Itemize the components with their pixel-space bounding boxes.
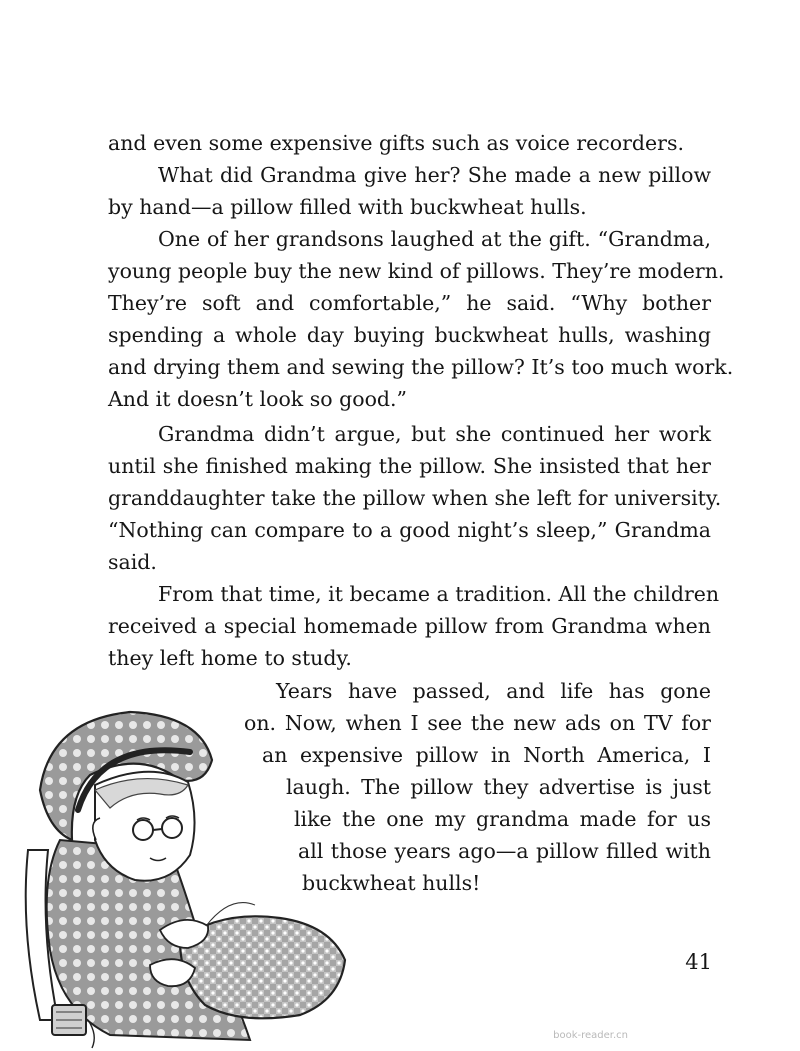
page-number: 41 (685, 950, 712, 974)
text-line: And it doesn’t look so good.” (108, 387, 408, 411)
text-line: Years have passed, and life has gone (276, 679, 711, 703)
text-line: They’re soft and comfortable,” he said. “Why bother (108, 291, 711, 315)
text-line: and drying them and sewing the pillow? It’s too much work. (108, 355, 734, 379)
text-line: and even some expensive gifts such as voice recorders. (108, 131, 685, 155)
text-line: Grandma didn’t argue, but she continued her work (158, 422, 711, 446)
text-line: One of her grandsons laughed at the gift. “Grandma, (158, 227, 711, 251)
grandma-sewing-illustration (0, 690, 360, 1051)
text-line: said. (108, 550, 157, 574)
text-line: an expensive pillow in North America, I (262, 743, 711, 767)
text-line: What did Grandma give her? She made a new pillow (158, 163, 711, 187)
text-line: received a special homemade pillow from Grandma when (108, 614, 711, 638)
text-line: young people buy the new kind of pillows. They’re modern. (108, 259, 725, 283)
text-line: all those years ago—a pillow filled with (298, 839, 711, 863)
text-line: buckwheat hulls! (302, 871, 481, 895)
text-line: From that time, it became a tradition. All the children (158, 582, 720, 606)
text-line: on. Now, when I see the new ads on TV for (244, 711, 711, 735)
text-line: like the one my grandma made for us (294, 807, 711, 831)
text-line: they left home to study. (108, 646, 352, 670)
watermark: book-reader.cn (553, 1030, 628, 1041)
text-line: until she finished making the pillow. She insisted that her (108, 454, 711, 478)
text-line: spending a whole day buying buckwheat hulls, washing (108, 323, 711, 347)
text-line: laugh. The pillow they advertise is just (286, 775, 711, 799)
text-line: granddaughter take the pillow when she left for university. (108, 486, 722, 510)
text-line: “Nothing can compare to a good night’s sleep,” Grandma (108, 518, 711, 542)
text-line: by hand—a pillow filled with buckwheat hulls. (108, 195, 587, 219)
